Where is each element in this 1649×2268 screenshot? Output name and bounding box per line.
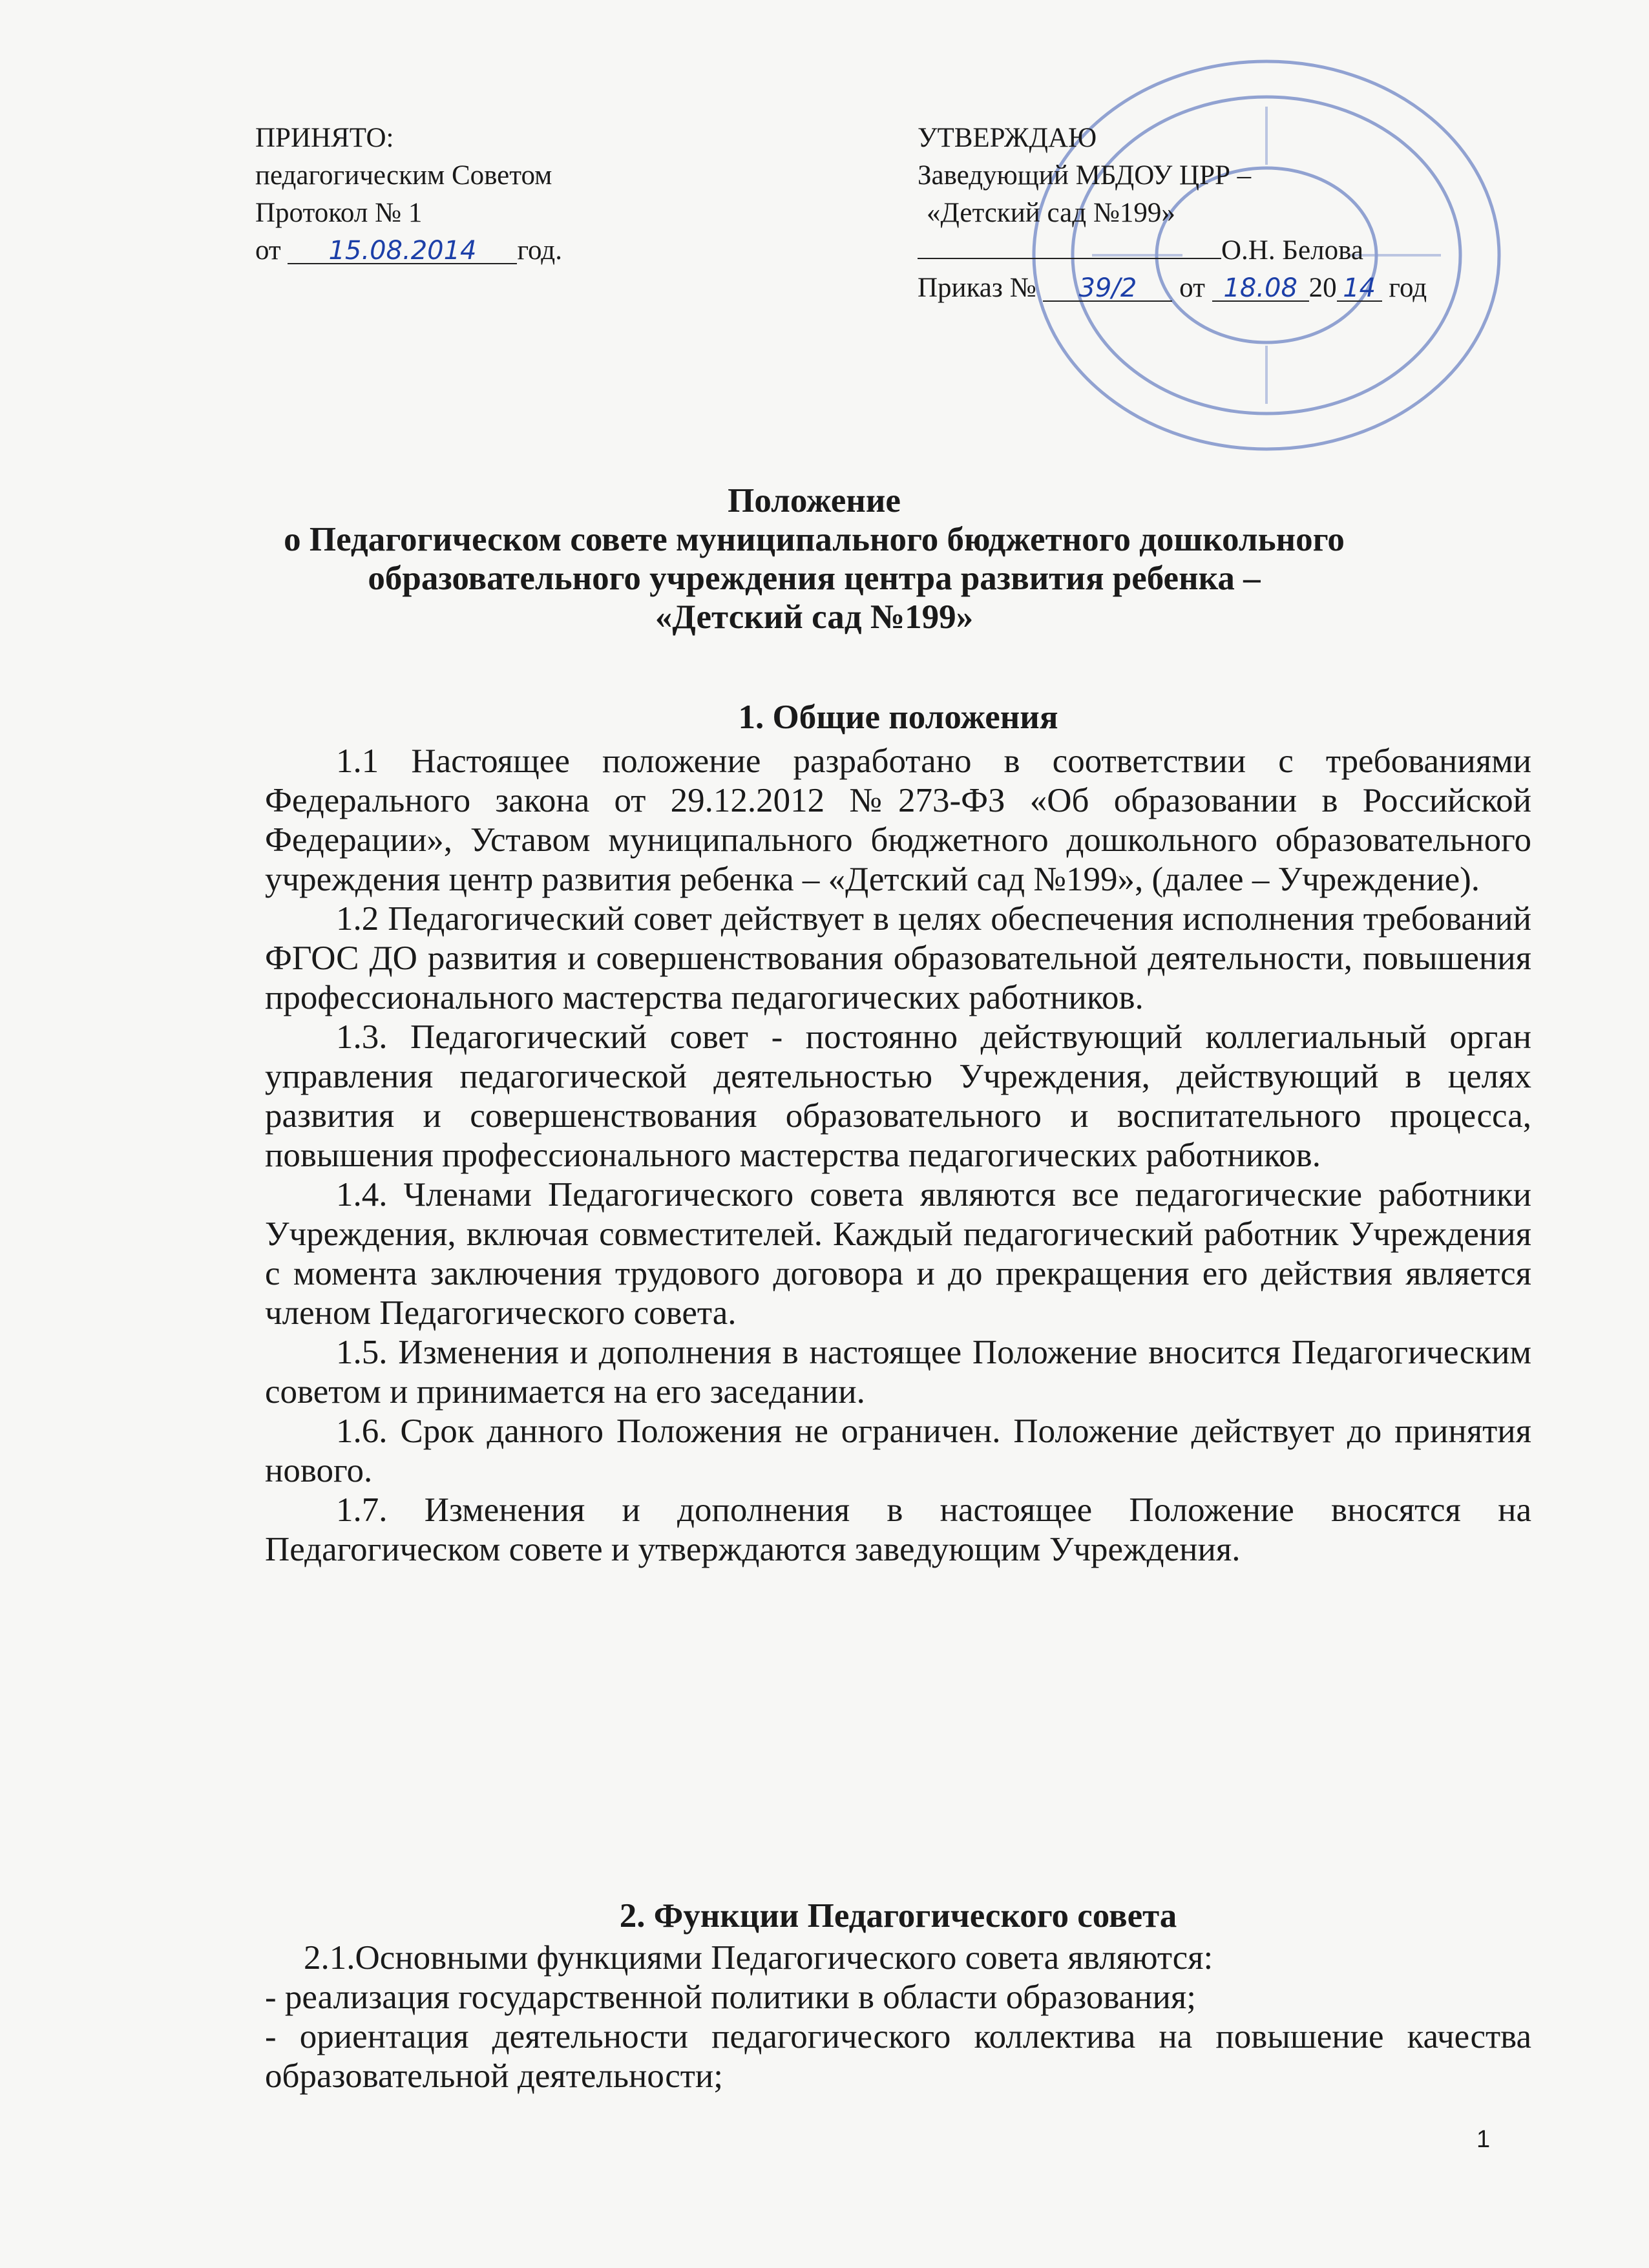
signature-line	[918, 232, 1427, 269]
order-line	[918, 269, 1427, 307]
title-line-3: образовательного учреждения центра развития ребенка –	[368, 560, 1261, 597]
section-2-heading: 2. Функции Педагогического совета	[619, 1897, 1177, 1935]
section-1-heading: 1. Общие положения	[738, 698, 1058, 736]
accepted-date-line	[255, 232, 562, 269]
position-label: Заведующий МБДОУ ЦРР –	[918, 160, 1252, 191]
paragraph-1-6: 1.6. Срок данного Положения не ограничен. Положение действует до принятия нового.	[265, 1412, 1531, 1489]
paragraph-1-7: 1.7. Изменения и дополнения в настоящее Положение вносятся на Педагогичеcком совете и утверждаются заведующим Учреждения.	[265, 1491, 1531, 1568]
approve-label: УТВЕРЖДАЮ	[918, 123, 1097, 153]
council-label: педагогическим Советом	[255, 160, 552, 191]
function-item: - реализация государственной политики в области образования;	[265, 1979, 1197, 2016]
director-name: О.Н. Белова	[1221, 235, 1363, 266]
protocol-label: Протокол № 1	[255, 198, 423, 228]
accepted-block	[255, 120, 562, 269]
accepted-label: ПРИНЯТО:	[255, 123, 394, 153]
title-line-4: «Детский сад №199»	[655, 598, 974, 636]
date-suffix: год.	[517, 235, 562, 266]
order-number: 39/2	[1043, 277, 1172, 302]
paragraph-1-5: 1.5. Изменения и дополнения в настоящее Положение вносится Педагогическим советом и принимается на его заседании.	[265, 1334, 1531, 1411]
order-suffix: год	[1389, 273, 1427, 303]
function-list	[265, 1978, 1531, 2096]
signature-blank	[918, 235, 1221, 259]
title-line-1: Положение	[728, 482, 901, 520]
paragraph-1-4: 1.4. Членами Педагогического совета являются все педагогические работники Учреждения, включая совместителей. Каждый педагогический работник Учреждения с момента заключения трудового договора и до прекращения его действия является членом Педагогического совета.	[265, 1176, 1531, 1332]
document-title	[213, 481, 1415, 636]
section-2-intro: 2.1.Основными функциями Педагогического совета являются:	[304, 1939, 1213, 1977]
order-prefix: Приказ №	[918, 273, 1036, 303]
function-item: - ориентация деятельности педагогического коллектива на повышение качества образовательной деятельности;	[265, 2018, 1531, 2095]
paragraph-1-3: 1.3. Педагогический совет - постоянно действующий коллегиальный орган управления педагогической деятельностью Учреждения, действующий в целях развития и совершенствования образовательного и воспитательного процесса, повышения профессионального мастерства педагогических работников.	[265, 1018, 1531, 1174]
org-label: «Детский сад №199»	[927, 198, 1175, 228]
approve-block	[918, 120, 1427, 307]
title-line-2: о Педагогическом совете муниципального бюджетного дошкольного	[284, 521, 1345, 558]
section-1-body	[265, 742, 1531, 1570]
order-day: 18.08	[1212, 277, 1309, 302]
order-year: 14	[1337, 277, 1382, 302]
order-from: от	[1179, 273, 1205, 303]
paragraph-1-1: 1.1 Настоящее положение разработано в соответствии с требованиями Федерального закона от 29.12.2012 №273-ФЗ «Об образовании в Российской Федерации», Уставом муниципального бюджетного дошкольного образовательного учреждения центр развития ребенка – «Детский сад №199», (далее – Учреждение).	[265, 742, 1531, 898]
order-year-prefix: 20	[1308, 273, 1337, 303]
page-number: 1	[1476, 2126, 1491, 2153]
paragraph-1-2: 1.2 Педагогический совет действует в целях обеспечения исполнения требований ФГОС ДО развития и совершенствования образовательной деятельности, повышения профессионального мастерства педагогических работников.	[265, 900, 1531, 1016]
date-prefix: от	[255, 235, 281, 266]
accepted-date-value: 15.08.2014	[288, 240, 517, 264]
section-2-body	[265, 1938, 1531, 2096]
